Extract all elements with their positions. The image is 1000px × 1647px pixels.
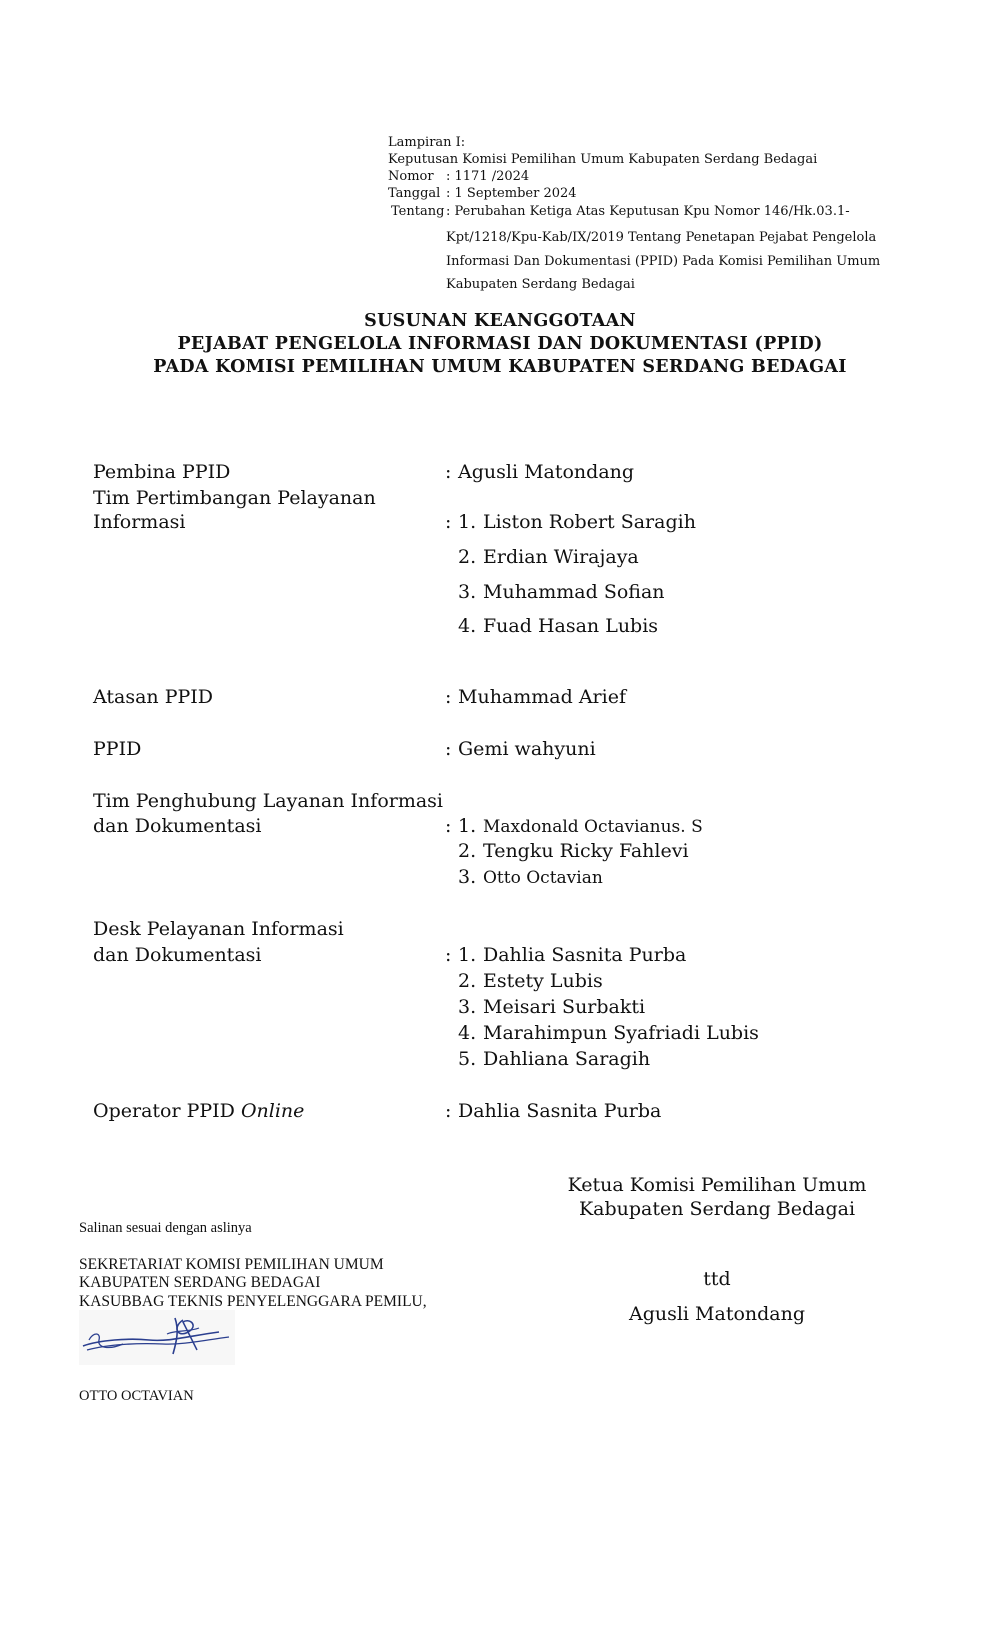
title-line-2: PEJABAT PENGELOLA INFORMASI DAN DOKUMENTASI (PPID) bbox=[177, 334, 823, 354]
sekretariat-line-3: KASUBBAG TEKNIS PENYELENGGARA PEMILU, bbox=[79, 1293, 427, 1310]
list-item-number: 2. bbox=[458, 970, 477, 992]
atasan-label: Atasan PPID bbox=[93, 686, 214, 708]
tanggal-row bbox=[388, 185, 577, 202]
keputusan-title: Keputusan Komisi Pemilihan Umum Kabupaten Serdang Bedagai bbox=[388, 152, 818, 167]
tentang-value-3: Informasi Dan Dokumentasi (PPID) Pada Komisi Pemilihan Umum bbox=[446, 254, 881, 269]
list-item: Meisari Surbakti bbox=[483, 996, 646, 1018]
list-item: Dahlia Sasnita Purba bbox=[483, 944, 687, 966]
handwritten-signature bbox=[79, 1310, 235, 1365]
tim-penghubung-colon: : bbox=[445, 815, 452, 837]
tentang-label: Tentang bbox=[391, 204, 445, 219]
list-item: Otto Octavian bbox=[483, 868, 603, 888]
title-line-3: PADA KOMISI PEMILIHAN UMUM KABUPATEN SERDANG BEDAGAI bbox=[153, 357, 847, 377]
list-item-number: 3. bbox=[458, 581, 477, 603]
list-item: Estety Lubis bbox=[483, 970, 603, 992]
ttd-mark: ttd bbox=[703, 1268, 731, 1290]
nomor-row bbox=[388, 168, 529, 185]
operator-colon: : bbox=[445, 1100, 452, 1122]
list-item: Dahliana Saragih bbox=[483, 1048, 651, 1070]
sign-title-line-2: Kabupaten Serdang Bedagai bbox=[578, 1198, 856, 1220]
tanggal-label: Tanggal bbox=[388, 186, 441, 201]
signatory-name: Agusli Matondang bbox=[628, 1303, 806, 1325]
list-item-number: 1. bbox=[458, 511, 477, 533]
tentang-row bbox=[391, 203, 850, 220]
list-item-number: 2. bbox=[458, 840, 477, 862]
list-item: Muhammad Sofian bbox=[483, 581, 665, 603]
nomor-label: Nomor bbox=[388, 169, 434, 184]
desk-label-1: Desk Pelayanan Informasi bbox=[93, 918, 344, 940]
list-item-number: 5. bbox=[458, 1048, 477, 1070]
operator-value: Dahlia Sasnita Purba bbox=[458, 1100, 662, 1122]
list-item-number: 4. bbox=[458, 1022, 477, 1044]
atasan-colon: : bbox=[445, 686, 452, 708]
ppid-colon: : bbox=[445, 738, 452, 760]
operator-label-italic: Online bbox=[240, 1100, 305, 1122]
operator-label-text: Operator PPID bbox=[93, 1100, 235, 1122]
list-item-number: 1. bbox=[458, 944, 477, 966]
tim-pertimbangan-label-2: Informasi bbox=[93, 511, 186, 533]
signature-scribble-icon bbox=[79, 1310, 235, 1365]
pembina-colon: : bbox=[445, 461, 452, 483]
tentang-value-4: Kabupaten Serdang Bedagai bbox=[446, 277, 635, 292]
list-item-number: 3. bbox=[458, 996, 477, 1018]
atasan-value: Muhammad Arief bbox=[458, 686, 626, 708]
pembina-label: Pembina PPID bbox=[93, 461, 231, 483]
list-item: Maxdonald Octavianus. S bbox=[483, 817, 703, 837]
list-item: Tengku Ricky Fahlevi bbox=[483, 840, 689, 862]
tim-penghubung-label-1: Tim Penghubung Layanan Informasi bbox=[93, 790, 444, 812]
salinan-note: Salinan sesuai dengan aslinya bbox=[79, 1220, 252, 1236]
nomor-value: : 1171 /2024 bbox=[446, 169, 530, 184]
pembina-value: Agusli Matondang bbox=[458, 461, 635, 483]
tim-pertimbangan-colon: : bbox=[445, 511, 452, 533]
list-item-number: 1. bbox=[458, 815, 477, 837]
sekretariat-line-2: KABUPATEN SERDANG BEDAGAI bbox=[79, 1274, 321, 1291]
tim-pertimbangan-label-1: Tim Pertimbangan Pelayanan bbox=[93, 487, 376, 509]
sign-title-line-1: Ketua Komisi Pemilihan Umum bbox=[567, 1174, 867, 1196]
list-item-number: 4. bbox=[458, 615, 477, 637]
desk-label-2: dan Dokumentasi bbox=[93, 944, 262, 966]
otto-octavian-name: OTTO OCTAVIAN bbox=[79, 1388, 194, 1404]
list-item-number: 2. bbox=[458, 546, 477, 568]
list-item-number: 3. bbox=[458, 866, 477, 888]
list-item: Liston Robert Saragih bbox=[483, 511, 696, 533]
title-line-1: SUSUNAN KEANGGOTAAN bbox=[364, 311, 636, 331]
desk-colon: : bbox=[445, 944, 452, 966]
tentang-value-1: : Perubahan Ketiga Atas Keputusan Kpu Nomor 146/Hk.03.1- bbox=[446, 204, 850, 219]
tentang-value-2: Kpt/1218/Kpu-Kab/IX/2019 Tentang Penetapan Pejabat Pengelola bbox=[446, 230, 877, 245]
sekretariat-line-1: SEKRETARIAT KOMISI PEMILIHAN UMUM bbox=[79, 1256, 384, 1273]
list-item: Erdian Wirajaya bbox=[483, 546, 639, 568]
ppid-label: PPID bbox=[93, 738, 142, 760]
tim-penghubung-label-2: dan Dokumentasi bbox=[93, 815, 262, 837]
operator-label bbox=[93, 1100, 304, 1122]
list-item: Marahimpun Syafriadi Lubis bbox=[483, 1022, 759, 1044]
lampiran-label: Lampiran I: bbox=[388, 135, 466, 150]
ppid-value: Gemi wahyuni bbox=[458, 738, 596, 760]
tanggal-value: : 1 September 2024 bbox=[446, 186, 577, 201]
list-item: Fuad Hasan Lubis bbox=[483, 615, 659, 637]
